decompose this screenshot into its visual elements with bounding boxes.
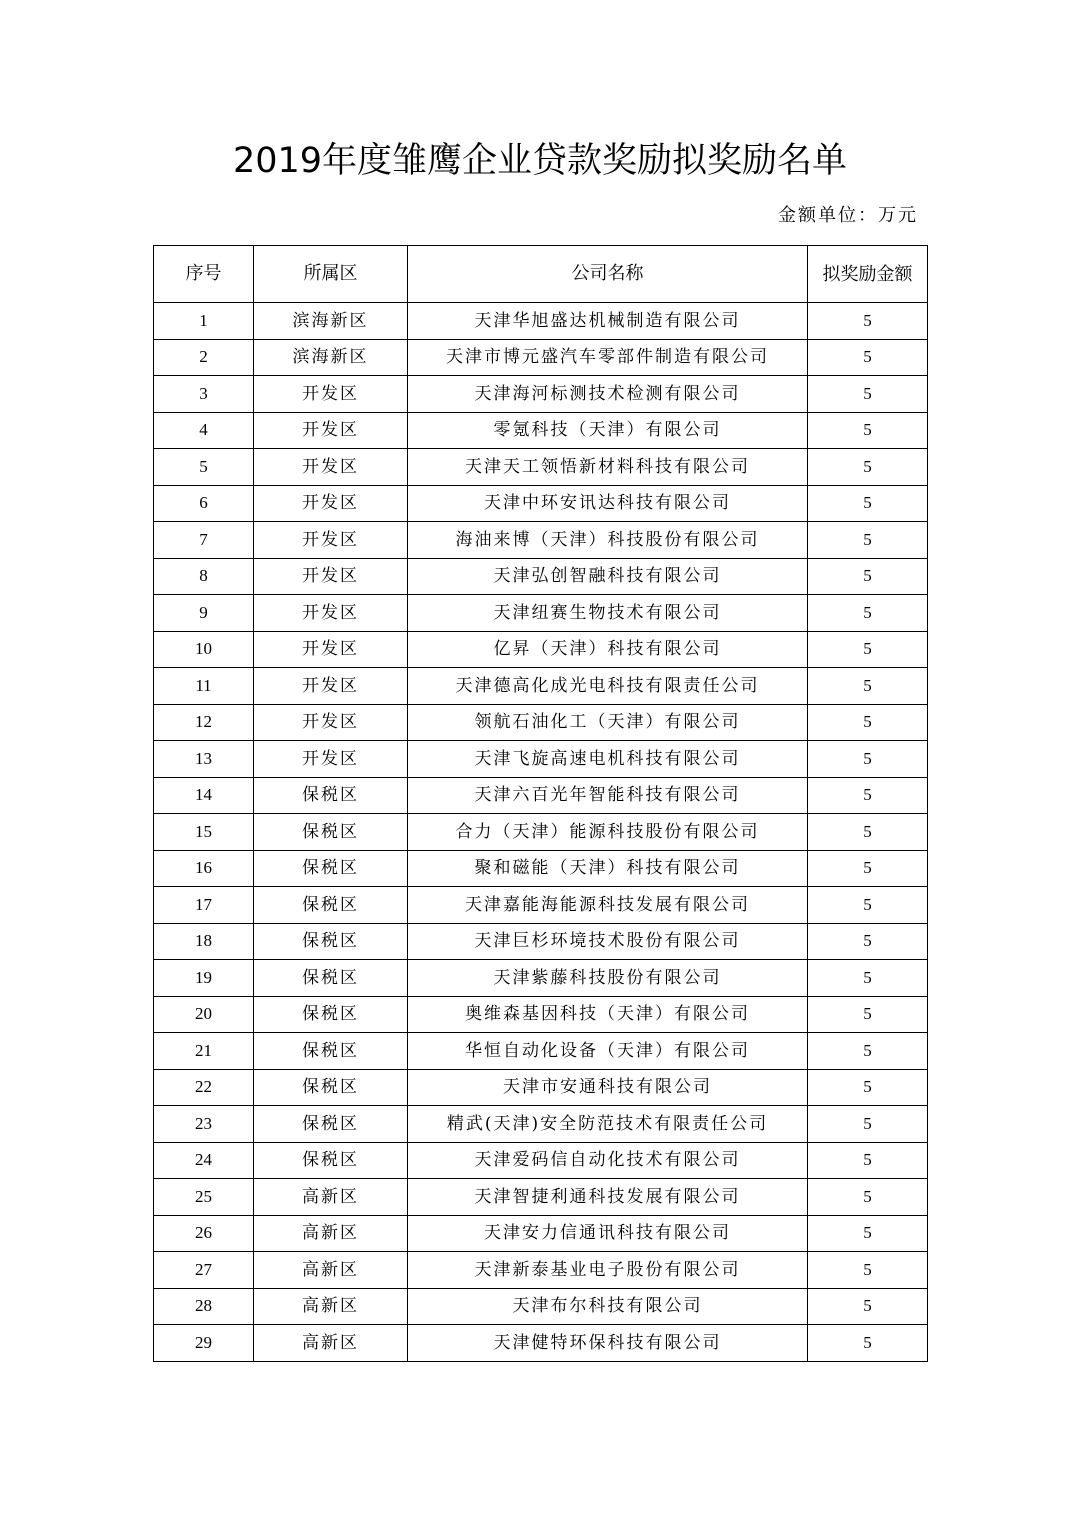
cell-amount: 5 [808,485,928,522]
table-row [154,996,928,1033]
cell-company: 天津天工领悟新材料科技有限公司 [408,449,808,486]
cell-district: 保税区 [254,1142,408,1179]
cell-district: 高新区 [254,1179,408,1216]
cell-seq: 24 [154,1142,254,1179]
cell-amount: 5 [808,1252,928,1289]
cell-amount: 5 [808,1215,928,1252]
cell-company: 天津紫藤科技股份有限公司 [408,960,808,997]
cell-company: 天津德高化成光电科技有限责任公司 [408,668,808,705]
table-row [154,522,928,559]
cell-amount: 5 [808,960,928,997]
cell-amount: 5 [808,996,928,1033]
cell-amount: 5 [808,704,928,741]
cell-seq: 19 [154,960,254,997]
cell-amount: 5 [808,522,928,559]
table-row [154,376,928,413]
cell-district: 高新区 [254,1252,408,1289]
cell-company: 天津安力信通讯科技有限公司 [408,1215,808,1252]
cell-district: 开发区 [254,741,408,778]
header-company: 公司名称 [408,246,808,303]
table-header [154,246,928,303]
cell-seq: 10 [154,631,254,668]
cell-district: 开发区 [254,522,408,559]
cell-seq: 23 [154,1106,254,1143]
cell-amount: 5 [808,449,928,486]
cell-district: 保税区 [254,1069,408,1106]
cell-seq: 3 [154,376,254,413]
table-row [154,1106,928,1143]
cell-amount: 5 [808,631,928,668]
table-row [154,668,928,705]
cell-district: 滨海新区 [254,339,408,376]
cell-amount: 5 [808,595,928,632]
cell-district: 高新区 [254,1325,408,1362]
cell-company: 合力（天津）能源科技股份有限公司 [408,814,808,851]
table-row [154,412,928,449]
cell-district: 保税区 [254,850,408,887]
table-row [154,1069,928,1106]
cell-seq: 27 [154,1252,254,1289]
table-row [154,485,928,522]
cell-company: 天津六百光年智能科技有限公司 [408,777,808,814]
cell-company: 华恒自动化设备（天津）有限公司 [408,1033,808,1070]
cell-amount: 5 [808,1288,928,1325]
cell-district: 开发区 [254,704,408,741]
table-row [154,960,928,997]
header-row [154,246,928,303]
cell-company: 天津智捷利通科技发展有限公司 [408,1179,808,1216]
table-body [154,303,928,1362]
cell-amount: 5 [808,887,928,924]
cell-amount: 5 [808,814,928,851]
cell-district: 保税区 [254,996,408,1033]
cell-amount: 5 [808,339,928,376]
cell-company: 天津市安通科技有限公司 [408,1069,808,1106]
table-row [154,923,928,960]
header-amount: 拟奖励金额 [808,246,928,303]
cell-district: 保税区 [254,887,408,924]
cell-amount: 5 [808,741,928,778]
cell-company: 天津健特环保科技有限公司 [408,1325,808,1362]
cell-district: 开发区 [254,412,408,449]
cell-seq: 25 [154,1179,254,1216]
cell-seq: 16 [154,850,254,887]
table-row [154,741,928,778]
cell-company: 海油来博（天津）科技股份有限公司 [408,522,808,559]
cell-company: 奥维森基因科技（天津）有限公司 [408,996,808,1033]
cell-company: 天津嘉能海能源科技发展有限公司 [408,887,808,924]
table-row [154,1288,928,1325]
page-title: 2019年度雏鹰企业贷款奖励拟奖励名单 [232,141,848,181]
cell-seq: 28 [154,1288,254,1325]
cell-company: 天津纽赛生物技术有限公司 [408,595,808,632]
cell-amount: 5 [808,1142,928,1179]
cell-amount: 5 [808,1106,928,1143]
cell-company: 天津布尔科技有限公司 [408,1288,808,1325]
cell-amount: 5 [808,777,928,814]
table-row [154,1215,928,1252]
table-row [154,1179,928,1216]
cell-seq: 6 [154,485,254,522]
cell-amount: 5 [808,1033,928,1070]
cell-seq: 11 [154,668,254,705]
table-row [154,814,928,851]
cell-amount: 5 [808,923,928,960]
cell-company: 天津海河标测技术检测有限公司 [408,376,808,413]
table-row [154,631,928,668]
cell-seq: 4 [154,412,254,449]
cell-company: 天津弘创智融科技有限公司 [408,558,808,595]
table-row [154,595,928,632]
cell-seq: 15 [154,814,254,851]
cell-seq: 18 [154,923,254,960]
cell-company: 亿昇（天津）科技有限公司 [408,631,808,668]
cell-amount: 5 [808,1325,928,1362]
cell-seq: 9 [154,595,254,632]
table-row [154,303,928,340]
cell-amount: 5 [808,1069,928,1106]
cell-district: 开发区 [254,668,408,705]
cell-seq: 14 [154,777,254,814]
cell-district: 开发区 [254,595,408,632]
cell-amount: 5 [808,558,928,595]
header-seq: 序号 [154,246,254,303]
cell-seq: 13 [154,741,254,778]
cell-company: 天津飞旋高速电机科技有限公司 [408,741,808,778]
table-row [154,558,928,595]
cell-seq: 20 [154,996,254,1033]
table-row [154,1252,928,1289]
table-row [154,449,928,486]
cell-company: 精武(天津)安全防范技术有限责任公司 [408,1106,808,1143]
cell-amount: 5 [808,668,928,705]
cell-district: 高新区 [254,1215,408,1252]
table-row [154,704,928,741]
cell-seq: 21 [154,1033,254,1070]
cell-district: 高新区 [254,1288,408,1325]
cell-amount: 5 [808,376,928,413]
cell-amount: 5 [808,1179,928,1216]
cell-seq: 12 [154,704,254,741]
cell-amount: 5 [808,850,928,887]
cell-district: 开发区 [254,631,408,668]
cell-district: 滨海新区 [254,303,408,340]
cell-seq: 2 [154,339,254,376]
cell-company: 天津市博元盛汽车零部件制造有限公司 [408,339,808,376]
cell-amount: 5 [808,303,928,340]
table-row [154,1033,928,1070]
cell-district: 保税区 [254,814,408,851]
cell-company: 聚和磁能（天津）科技有限公司 [408,850,808,887]
table-row [154,850,928,887]
cell-seq: 8 [154,558,254,595]
amount-unit-note: 金额单位：万元 [778,205,918,226]
table-row [154,887,928,924]
cell-seq: 1 [154,303,254,340]
cell-district: 开发区 [254,449,408,486]
cell-district: 保税区 [254,1106,408,1143]
cell-seq: 7 [154,522,254,559]
table-row [154,1142,928,1179]
cell-company: 天津新泰基业电子股份有限公司 [408,1252,808,1289]
cell-company: 天津爱码信自动化技术有限公司 [408,1142,808,1179]
cell-district: 保税区 [254,960,408,997]
cell-seq: 22 [154,1069,254,1106]
cell-district: 保税区 [254,1033,408,1070]
table-row [154,1325,928,1362]
cell-seq: 29 [154,1325,254,1362]
cell-district: 开发区 [254,485,408,522]
cell-seq: 26 [154,1215,254,1252]
cell-company: 天津中环安讯达科技有限公司 [408,485,808,522]
cell-company: 天津华旭盛达机械制造有限公司 [408,303,808,340]
award-table [153,245,928,1362]
header-district: 所属区 [254,246,408,303]
cell-seq: 5 [154,449,254,486]
cell-district: 保税区 [254,923,408,960]
table-row [154,777,928,814]
cell-district: 保税区 [254,777,408,814]
cell-company: 天津巨杉环境技术股份有限公司 [408,923,808,960]
table-row [154,339,928,376]
cell-district: 开发区 [254,376,408,413]
cell-district: 开发区 [254,558,408,595]
cell-company: 零氪科技（天津）有限公司 [408,412,808,449]
cell-amount: 5 [808,412,928,449]
cell-company: 领航石油化工（天津）有限公司 [408,704,808,741]
cell-seq: 17 [154,887,254,924]
